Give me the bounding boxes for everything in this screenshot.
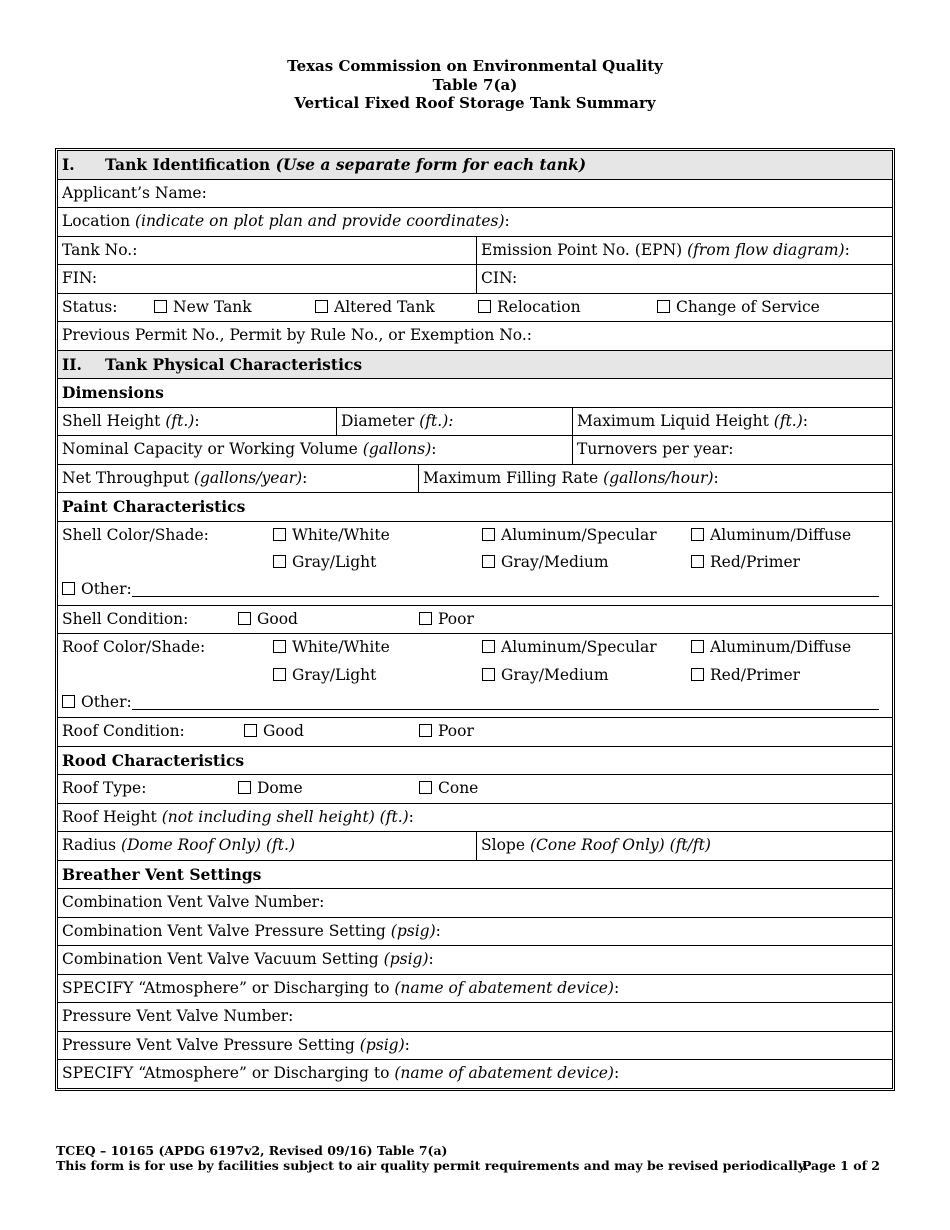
cin-field[interactable]: [476, 265, 892, 293]
shell-gray-medium-checkbox[interactable]: Gray/Medium: [482, 549, 609, 577]
breather-vent-subheader: Breather Vent Settings: [58, 861, 892, 890]
checkbox-icon: [482, 555, 495, 568]
checkbox-icon: [657, 300, 670, 313]
form-id: TCEQ – 10165 (APDG 6197v2, Revised 09/16) Table 7(a): [56, 1143, 448, 1158]
checkbox-icon: [62, 582, 75, 595]
status-relocation-checkbox[interactable]: Relocation: [478, 294, 581, 322]
agency-name: Texas Commission on Environmental Quality: [287, 57, 663, 75]
applicant-name-label: Applicant’s Name:: [62, 183, 207, 202]
fin-field[interactable]: [58, 265, 472, 293]
dimensions-subheader: Dimensions: [58, 379, 892, 408]
roof-gray-light-checkbox[interactable]: Gray/Light: [273, 662, 376, 690]
checkbox-icon: [315, 300, 328, 313]
checkbox-icon: [419, 781, 432, 794]
roof-other-input[interactable]: [132, 695, 879, 710]
cvv-discharge-field[interactable]: SPECIFY “Atmosphere” or Discharging to (name of abatement device):: [58, 975, 892, 1004]
form-title: Vertical Fixed Roof Storage Tank Summary: [294, 94, 656, 112]
roof-aluminum-diffuse-checkbox[interactable]: Aluminum/Diffuse: [691, 634, 851, 662]
roof-condition-good-checkbox[interactable]: Good: [244, 718, 304, 746]
checkbox-icon: [273, 555, 286, 568]
location-field[interactable]: Location (indicate on plot plan and provide coordinates):: [58, 208, 892, 237]
checkbox-icon: [478, 300, 491, 313]
roof-color-label: Roof Color/Shade:: [62, 638, 206, 656]
max-liquid-height-field[interactable]: Maximum Liquid Height (ft.):: [572, 408, 892, 436]
shell-red-primer-checkbox[interactable]: Red/Primer: [691, 549, 800, 577]
checkbox-icon: [419, 724, 432, 737]
epn-label: Emission Point No. (EPN): [481, 240, 683, 259]
form-table: [55, 148, 895, 1091]
section-1-title: Tank Identification: [105, 155, 271, 174]
shell-color-label: Shell Color/Shade:: [62, 525, 209, 544]
shell-aluminum-diffuse-checkbox[interactable]: Aluminum/Diffuse: [691, 522, 851, 550]
tank-number-label: Tank No.:: [62, 240, 138, 259]
radius-field[interactable]: Radius (Dome Roof Only) (ft.): [62, 836, 295, 854]
shell-white-checkbox[interactable]: White/White: [273, 522, 390, 550]
checkbox-icon: [62, 695, 75, 708]
shell-aluminum-specular-checkbox[interactable]: Aluminum/Specular: [482, 522, 657, 550]
shell-condition-row: [58, 606, 892, 635]
previous-permit-label: Previous Permit No., Permit by Rule No., or Exemption No.:: [62, 326, 533, 344]
shell-height-field[interactable]: Shell Height (ft.):: [62, 411, 200, 430]
checkbox-icon: [691, 555, 704, 568]
checkbox-icon: [273, 640, 286, 653]
shell-other-checkbox[interactable]: Other:: [62, 576, 879, 604]
form-notice: This form is for use by facilities subject to air quality permit requirements and may be revised periodically.: [56, 1158, 808, 1173]
cvv-pressure-field[interactable]: Combination Vent Valve Pressure Setting (psig):: [58, 918, 892, 947]
roof-other-checkbox[interactable]: Other:: [62, 689, 879, 717]
rood-characteristics-subheader: Rood Characteristics: [58, 747, 892, 776]
status-new-tank-checkbox[interactable]: New Tank: [154, 294, 252, 322]
shell-color-block: [58, 522, 892, 606]
checkbox-icon: [691, 640, 704, 653]
cvv-number-field[interactable]: Combination Vent Valve Number:: [58, 889, 892, 918]
checkbox-icon: [482, 668, 495, 681]
section-1-header: [58, 151, 892, 180]
shell-condition-good-checkbox[interactable]: Good: [238, 606, 298, 634]
pvv-pressure-field[interactable]: Pressure Vent Valve Pressure Setting (psig):: [58, 1032, 892, 1061]
roof-type-dome-checkbox[interactable]: Dome: [238, 775, 303, 803]
checkbox-icon: [273, 528, 286, 541]
checkbox-icon: [691, 668, 704, 681]
checkbox-icon: [238, 781, 251, 794]
status-change-of-service-checkbox[interactable]: Change of Service: [657, 294, 820, 322]
checkbox-icon: [244, 724, 257, 737]
roof-aluminum-specular-checkbox[interactable]: Aluminum/Specular: [482, 634, 657, 662]
section-2-header: [58, 351, 892, 380]
status-altered-tank-checkbox[interactable]: Altered Tank: [315, 294, 435, 322]
turnovers-field[interactable]: Turnovers per year:: [572, 436, 892, 464]
section-2-title: Tank Physical Characteristics: [105, 354, 363, 374]
checkbox-icon: [154, 300, 167, 313]
checkbox-icon: [419, 612, 432, 625]
location-note: (indicate on plot plan and provide coordinates): [135, 212, 505, 230]
roof-condition-row: [58, 718, 892, 747]
checkbox-icon: [482, 640, 495, 653]
pvv-number-field[interactable]: Pressure Vent Valve Number:: [58, 1003, 892, 1032]
applicant-name-field[interactable]: [58, 180, 892, 209]
roof-white-checkbox[interactable]: White/White: [273, 634, 390, 662]
roof-height-field[interactable]: Roof Height (not including shell height) (ft.):: [58, 804, 892, 833]
pvv-discharge-field[interactable]: SPECIFY “Atmosphere” or Discharging to (name of abatement device):: [62, 1064, 620, 1082]
form-header: [0, 57, 950, 113]
checkbox-icon: [238, 612, 251, 625]
shell-condition-poor-checkbox[interactable]: Poor: [419, 606, 474, 634]
roof-gray-medium-checkbox[interactable]: Gray/Medium: [482, 662, 609, 690]
shell-condition-label: Shell Condition:: [62, 609, 189, 628]
status-label: Status:: [62, 297, 118, 316]
net-throughput-field[interactable]: Net Throughput (gallons/year):: [62, 468, 308, 487]
roof-condition-poor-checkbox[interactable]: Poor: [419, 718, 474, 746]
checkbox-icon: [482, 528, 495, 541]
roof-color-block: [58, 634, 892, 718]
section-2-number: II.: [62, 354, 82, 374]
roof-type-cone-checkbox[interactable]: Cone: [419, 775, 478, 803]
diameter-field[interactable]: Diameter (ft.):: [336, 408, 571, 436]
previous-permit-field[interactable]: [58, 322, 892, 351]
tank-number-field[interactable]: [58, 237, 472, 265]
section-1-number: I.: [62, 155, 75, 174]
location-label: Location: [62, 212, 131, 230]
section-1-note: (Use a separate form for each tank): [275, 155, 587, 174]
paint-subheader: Paint Characteristics: [58, 493, 892, 522]
roof-condition-label: Roof Condition:: [62, 722, 185, 740]
cin-label: CIN:: [481, 269, 518, 287]
roof-red-primer-checkbox[interactable]: Red/Primer: [691, 662, 800, 690]
cvv-vacuum-field[interactable]: Combination Vent Valve Vacuum Setting (psig):: [58, 946, 892, 975]
shell-other-input[interactable]: [132, 582, 879, 597]
epn-note: (from flow diagram): [687, 240, 845, 259]
table-number: Table 7(a): [432, 75, 518, 94]
roof-type-label: Roof Type:: [62, 779, 147, 797]
shell-gray-light-checkbox[interactable]: Gray/Light: [273, 549, 376, 577]
fin-label: FIN:: [62, 269, 98, 287]
nominal-capacity-field[interactable]: Nominal Capacity or Working Volume (gallons):: [62, 440, 437, 458]
roof-type-row: [58, 775, 892, 804]
max-filling-rate-field[interactable]: Maximum Filling Rate (gallons/hour):: [418, 465, 892, 493]
slope-field[interactable]: Slope (Cone Roof Only) (ft/ft): [476, 832, 892, 860]
checkbox-icon: [273, 668, 286, 681]
checkbox-icon: [691, 528, 704, 541]
epn-field[interactable]: Emission Point No. (EPN) (from flow diagram):: [476, 237, 892, 265]
status-row: [58, 294, 892, 323]
page-number: Page 1 of 2: [801, 1158, 880, 1173]
